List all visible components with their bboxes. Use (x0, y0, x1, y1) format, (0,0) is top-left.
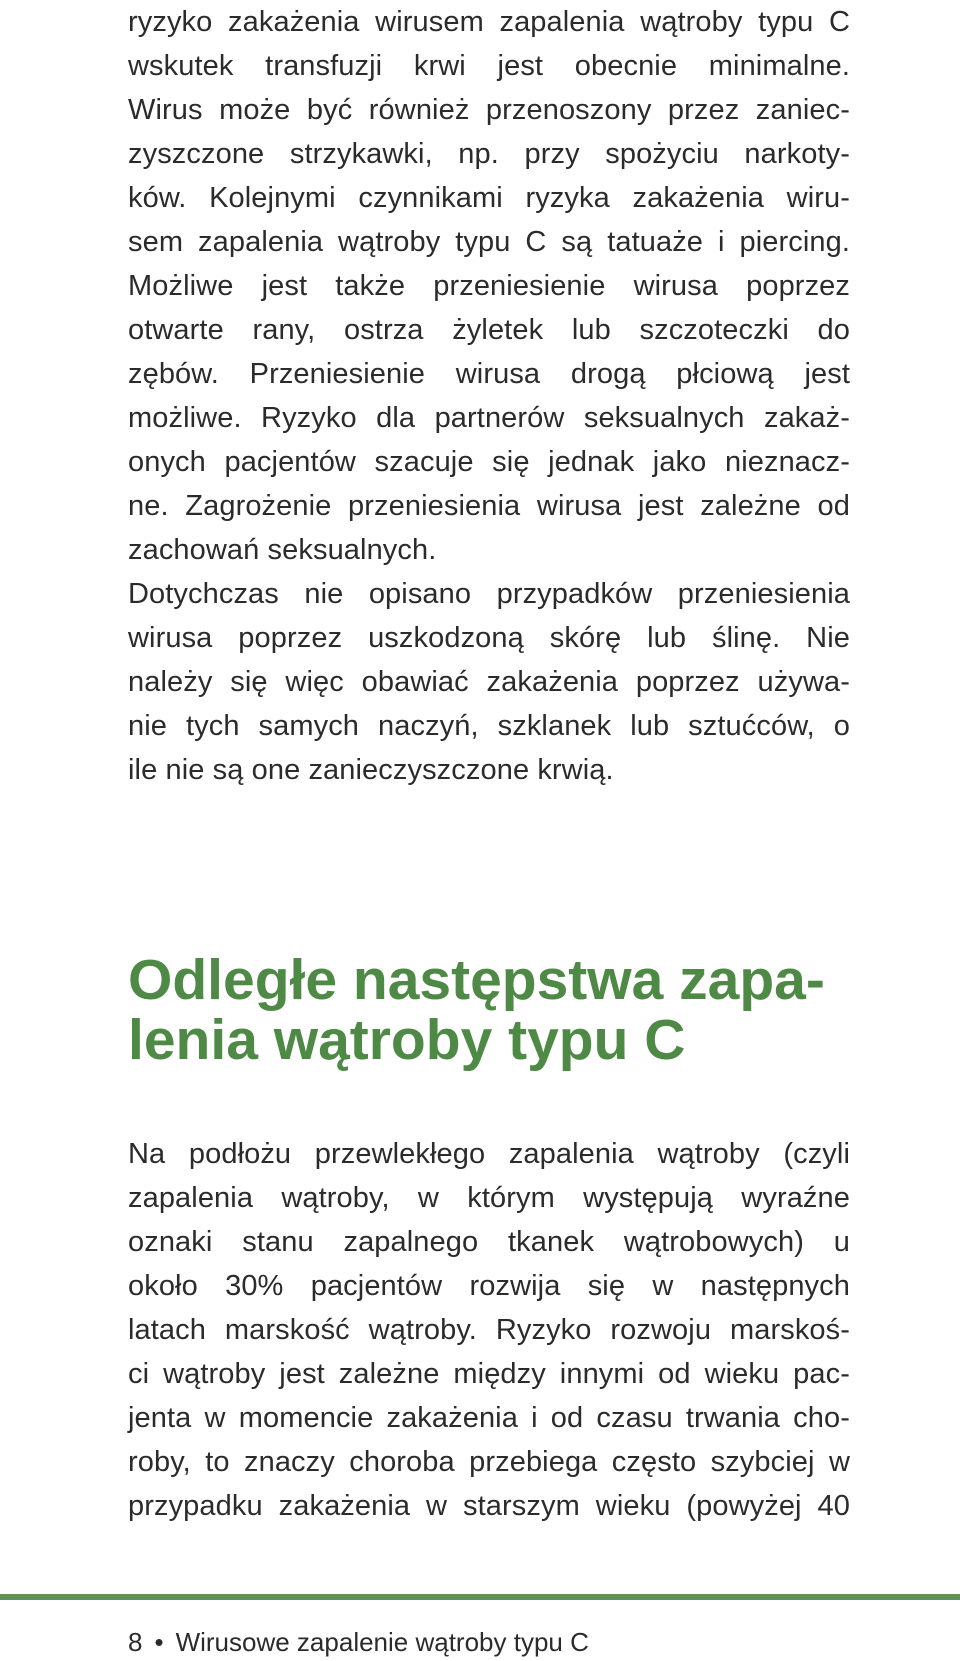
text-line: zapalenia wątroby, w którym występują wyraźne (128, 1182, 850, 1214)
text-line: zębów. Przeniesienie wirusa drogą płciową jest (128, 358, 850, 390)
text-line: oznaki stanu zapalnego tkanek wątrobowych) u (128, 1226, 850, 1258)
text-line: wskutek transfuzji krwi jest obecnie minimalne. (128, 50, 850, 82)
section-heading (128, 950, 888, 1070)
section-paragraph (128, 1132, 850, 1528)
text-line: zyszczone strzykawki, np. przy spożyciu narkoty- (128, 138, 850, 170)
text-line: ne. Zagrożenie przeniesienia wirusa jest zależne od (128, 490, 850, 522)
text-line: ryzyko zakażenia wirusem zapalenia wątroby typu C (128, 6, 850, 38)
text-line: zachowań seksualnych. (128, 534, 437, 566)
footer-rule (0, 1594, 960, 1600)
text-line: około 30% pacjentów rozwija się w następnych (128, 1270, 850, 1302)
heading-line: Odległe następstwa zapa- (128, 948, 825, 1012)
footer-separator: • (154, 1627, 164, 1657)
text-line: możliwe. Ryzyko dla partnerów seksualnych zakaż- (128, 402, 850, 434)
text-line: Możliwe jest także przeniesienie wirusa poprzez (128, 270, 850, 302)
text-line: Wirus może być również przenoszony przez zaniec- (128, 94, 850, 126)
text-line: nie tych samych naczyń, szklanek lub sztućców, o (128, 710, 850, 742)
text-line: onych pacjentów szacuje się jednak jako nieznacz- (128, 446, 850, 478)
text-line: przypadku zakażenia w starszym wieku (powyżej 40 (128, 1490, 850, 1522)
page-number: 8 (128, 1627, 143, 1657)
text-line: latach marskość wątroby. Ryzyko rozwoju marskoś- (128, 1314, 850, 1346)
heading-line: lenia wątroby typu C (128, 1008, 686, 1072)
text-line: Dotychczas nie opisano przypadków przeniesienia (128, 578, 850, 610)
text-line: ile nie są one zanieczyszczone krwią. (128, 754, 614, 786)
text-line: wirusa poprzez uszkodzoną skórę lub ślinę. Nie (128, 622, 850, 654)
text-line: jenta w momencie zakażenia i od czasu trwania cho- (128, 1402, 850, 1434)
text-line: otwarte rany, ostrza żyletek lub szczoteczki do (128, 314, 850, 346)
text-line: sem zapalenia wątroby typu C są tatuaże i piercing. (128, 226, 850, 258)
text-line: ci wątroby jest zależne między innymi od wieku pac- (128, 1358, 850, 1390)
text-line: roby, to znaczy choroba przebiega często szybciej w (128, 1446, 850, 1478)
text-line: Na podłożu przewlekłego zapalenia wątroby (czyli (128, 1138, 850, 1170)
running-title: Wirusowe zapalenie wątroby typu C (175, 1627, 589, 1657)
page-footer (128, 1624, 589, 1661)
top-paragraph (128, 0, 850, 792)
text-line: ków. Kolejnymi czynnikami ryzyka zakażenia wiru- (128, 182, 850, 214)
text-line: należy się więc obawiać zakażenia poprzez używa- (128, 666, 850, 698)
